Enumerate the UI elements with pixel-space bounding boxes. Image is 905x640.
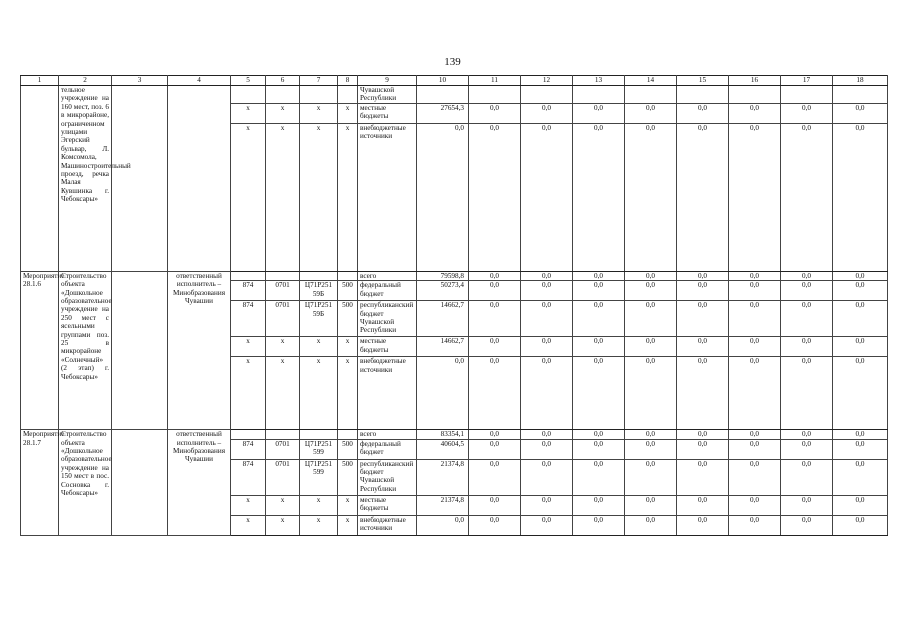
funding-source-cell: местные бюджеты: [358, 495, 417, 515]
year-value-cell: 0,0: [729, 103, 781, 123]
amount-cell: 0,0: [417, 123, 469, 271]
year-value-cell: 0,0: [573, 515, 625, 535]
year-value-cell: 0,0: [625, 357, 677, 430]
year-value-cell: 0,0: [573, 103, 625, 123]
section-cell: 0701: [266, 459, 300, 495]
column-number-5: 5: [231, 76, 266, 86]
section-cell: x: [266, 337, 300, 357]
grbs-cell: x: [231, 357, 266, 430]
year-value-cell: 0,0: [781, 439, 833, 459]
executor-cell: [168, 86, 231, 272]
budget-table: [20, 75, 888, 536]
col3-cell: [112, 86, 168, 272]
year-value-cell: 0,0: [573, 495, 625, 515]
year-value-cell: 0,0: [677, 439, 729, 459]
year-value-cell: 0,0: [781, 281, 833, 301]
column-number-15: 15: [677, 76, 729, 86]
amount-cell: 40604,5: [417, 439, 469, 459]
year-value-cell: 0,0: [521, 271, 573, 280]
year-value-cell: 0,0: [573, 430, 625, 439]
year-value-cell: 0,0: [781, 459, 833, 495]
year-value-cell: 0,0: [729, 430, 781, 439]
year-value-cell: 0,0: [729, 337, 781, 357]
year-value-cell: 0,0: [781, 123, 833, 271]
target-article-cell: x: [300, 337, 338, 357]
section-cell: x: [266, 495, 300, 515]
year-value-cell: 0,0: [677, 459, 729, 495]
object-name-cell: Строительство объекта «Дошкольное образовательное учреждение на 150 мест в пос. Сосновка г. Чебоксары»: [59, 430, 112, 535]
section-cell: [266, 430, 300, 439]
year-value-cell: 0,0: [833, 430, 888, 439]
year-value-cell: 0,0: [677, 271, 729, 280]
year-value-cell: 0,0: [573, 123, 625, 271]
grbs-cell: 874: [231, 281, 266, 301]
year-value-cell: 0,0: [625, 459, 677, 495]
year-value-cell: 0,0: [625, 337, 677, 357]
year-value-cell: 0,0: [833, 123, 888, 271]
section-cell: 0701: [266, 281, 300, 301]
year-value-cell: 0,0: [833, 357, 888, 430]
amount-cell: 27654,3: [417, 103, 469, 123]
year-value-cell: 0,0: [677, 515, 729, 535]
year-value-cell: 0,0: [521, 515, 573, 535]
grbs-cell: [231, 430, 266, 439]
expense-type-cell: x: [338, 495, 358, 515]
year-value-cell: 0,0: [625, 495, 677, 515]
expense-type-cell: x: [338, 337, 358, 357]
amount-cell: 50273,4: [417, 281, 469, 301]
column-number-8: 8: [338, 76, 358, 86]
year-value-cell: 0,0: [781, 495, 833, 515]
table-row: [21, 271, 888, 280]
section-cell: 0701: [266, 439, 300, 459]
year-value-cell: 0,0: [677, 301, 729, 337]
column-number-4: 4: [168, 76, 231, 86]
year-value-cell: 0,0: [625, 123, 677, 271]
expense-type-cell: [338, 86, 358, 104]
grbs-cell: x: [231, 337, 266, 357]
year-value-cell: 0,0: [833, 271, 888, 280]
year-value-cell: 0,0: [833, 337, 888, 357]
page-number: 139: [444, 56, 461, 68]
year-value-cell: 0,0: [677, 281, 729, 301]
year-value-cell: 0,0: [521, 103, 573, 123]
amount-cell: 21374,8: [417, 459, 469, 495]
column-number-9: 9: [358, 76, 417, 86]
year-value-cell: 0,0: [625, 301, 677, 337]
year-value-cell: 0,0: [469, 430, 521, 439]
executor-cell: ответственный исполнитель – Минобразования Чувашии: [168, 430, 231, 535]
grbs-cell: [231, 271, 266, 280]
year-value-cell: 0,0: [781, 103, 833, 123]
year-value-cell: [677, 86, 729, 104]
column-number-13: 13: [573, 76, 625, 86]
section-cell: [266, 271, 300, 280]
grbs-cell: 874: [231, 439, 266, 459]
grbs-cell: x: [231, 123, 266, 271]
grbs-cell: x: [231, 515, 266, 535]
year-value-cell: [729, 86, 781, 104]
target-article-cell: [300, 86, 338, 104]
year-value-cell: 0,0: [469, 337, 521, 357]
funding-source-cell: внебюджетные источники: [358, 123, 417, 271]
year-value-cell: 0,0: [469, 439, 521, 459]
year-value-cell: 0,0: [469, 103, 521, 123]
target-article-cell: x: [300, 123, 338, 271]
year-value-cell: 0,0: [521, 357, 573, 430]
target-article-cell: Ц71Р251 59Б: [300, 301, 338, 337]
grbs-cell: x: [231, 495, 266, 515]
funding-source-cell: республиканский бюджет Чувашской Республики: [358, 301, 417, 337]
year-value-cell: 0,0: [677, 430, 729, 439]
year-value-cell: 0,0: [625, 103, 677, 123]
target-article-cell: Ц71Р251 59Б: [300, 281, 338, 301]
year-value-cell: 0,0: [469, 271, 521, 280]
target-article-cell: x: [300, 515, 338, 535]
year-value-cell: 0,0: [573, 357, 625, 430]
column-number-14: 14: [625, 76, 677, 86]
year-value-cell: 0,0: [625, 281, 677, 301]
expense-type-cell: x: [338, 123, 358, 271]
column-number-6: 6: [266, 76, 300, 86]
year-value-cell: 0,0: [677, 357, 729, 430]
year-value-cell: 0,0: [521, 337, 573, 357]
year-value-cell: 0,0: [833, 281, 888, 301]
grbs-cell: 874: [231, 459, 266, 495]
column-number-1: 1: [21, 76, 59, 86]
year-value-cell: 0,0: [729, 301, 781, 337]
amount-cell: 79598,8: [417, 271, 469, 280]
target-article-cell: Ц71Р251 599: [300, 439, 338, 459]
year-value-cell: 0,0: [729, 271, 781, 280]
expense-type-cell: 500: [338, 301, 358, 337]
year-value-cell: [521, 86, 573, 104]
expense-type-cell: 500: [338, 281, 358, 301]
expense-type-cell: x: [338, 103, 358, 123]
year-value-cell: [469, 86, 521, 104]
year-value-cell: 0,0: [625, 515, 677, 535]
amount-cell: 21374,8: [417, 495, 469, 515]
target-article-cell: [300, 271, 338, 280]
year-value-cell: 0,0: [625, 439, 677, 459]
grbs-cell: [231, 86, 266, 104]
expense-type-cell: 500: [338, 459, 358, 495]
year-value-cell: 0,0: [677, 103, 729, 123]
year-value-cell: [781, 86, 833, 104]
activity-cell: Мероприятие 28.1.7: [21, 430, 59, 535]
executor-cell: ответственный исполнитель – Минобразования Чувашии: [168, 271, 231, 429]
expense-type-cell: 500: [338, 439, 358, 459]
amount-cell: 14662,7: [417, 337, 469, 357]
year-value-cell: 0,0: [625, 430, 677, 439]
year-value-cell: 0,0: [781, 337, 833, 357]
column-number-row: [21, 76, 888, 86]
year-value-cell: 0,0: [781, 357, 833, 430]
object-name-cell: тельное учреждение на 160 мест, поз. 6 в микрорайоне, ограниченном улицами Эгерский бульвар, Л. Комсомола, Машиностроительный проезд, речка Малая Кувшинка г. Чебоксары»: [59, 86, 112, 272]
year-value-cell: 0,0: [781, 271, 833, 280]
year-value-cell: [833, 86, 888, 104]
col3-cell: [112, 430, 168, 535]
year-value-cell: 0,0: [469, 515, 521, 535]
year-value-cell: 0,0: [469, 281, 521, 301]
year-value-cell: 0,0: [729, 459, 781, 495]
year-value-cell: 0,0: [677, 337, 729, 357]
year-value-cell: 0,0: [833, 459, 888, 495]
amount-cell: 0,0: [417, 515, 469, 535]
target-article-cell: x: [300, 495, 338, 515]
year-value-cell: 0,0: [521, 301, 573, 337]
grbs-cell: 874: [231, 301, 266, 337]
year-value-cell: 0,0: [469, 495, 521, 515]
year-value-cell: 0,0: [833, 439, 888, 459]
year-value-cell: 0,0: [625, 271, 677, 280]
col3-cell: [112, 271, 168, 429]
grbs-cell: x: [231, 103, 266, 123]
year-value-cell: 0,0: [573, 281, 625, 301]
year-value-cell: 0,0: [833, 301, 888, 337]
year-value-cell: 0,0: [781, 301, 833, 337]
year-value-cell: 0,0: [573, 337, 625, 357]
year-value-cell: 0,0: [521, 459, 573, 495]
year-value-cell: 0,0: [833, 495, 888, 515]
year-value-cell: 0,0: [729, 123, 781, 271]
column-number-7: 7: [300, 76, 338, 86]
funding-source-cell: федеральный бюджет: [358, 439, 417, 459]
year-value-cell: 0,0: [833, 515, 888, 535]
year-value-cell: 0,0: [521, 430, 573, 439]
column-number-10: 10: [417, 76, 469, 86]
target-article-cell: x: [300, 357, 338, 430]
amount-cell: 14662,7: [417, 301, 469, 337]
year-value-cell: [573, 86, 625, 104]
funding-source-cell: местные бюджеты: [358, 337, 417, 357]
funding-source-cell: Чувашской Республики: [358, 86, 417, 104]
funding-source-cell: внебюджетные источники: [358, 515, 417, 535]
funding-source-cell: внебюджетные источники: [358, 357, 417, 430]
object-name-cell: Строительство объекта «Дошкольное образовательное учреждение на 250 мест с ясельными группами поз. 25 в микрорайоне «Солнечный» (2 этап) г. Чебоксары»: [59, 271, 112, 429]
year-value-cell: 0,0: [469, 459, 521, 495]
year-value-cell: 0,0: [729, 515, 781, 535]
target-article-cell: Ц71Р251 599: [300, 459, 338, 495]
column-number-2: 2: [59, 76, 112, 86]
year-value-cell: 0,0: [573, 459, 625, 495]
target-article-cell: x: [300, 103, 338, 123]
year-value-cell: 0,0: [469, 301, 521, 337]
year-value-cell: 0,0: [573, 439, 625, 459]
amount-cell: 83354,1: [417, 430, 469, 439]
column-number-11: 11: [469, 76, 521, 86]
funding-source-cell: всего: [358, 271, 417, 280]
funding-source-cell: федеральный бюджет: [358, 281, 417, 301]
section-cell: x: [266, 103, 300, 123]
year-value-cell: 0,0: [729, 357, 781, 430]
activity-cell: [21, 86, 59, 272]
year-value-cell: 0,0: [729, 281, 781, 301]
year-value-cell: 0,0: [469, 123, 521, 271]
year-value-cell: 0,0: [729, 439, 781, 459]
section-cell: x: [266, 515, 300, 535]
year-value-cell: 0,0: [677, 495, 729, 515]
section-cell: x: [266, 357, 300, 430]
year-value-cell: 0,0: [677, 123, 729, 271]
expense-type-cell: x: [338, 515, 358, 535]
target-article-cell: [300, 430, 338, 439]
year-value-cell: [625, 86, 677, 104]
year-value-cell: 0,0: [521, 439, 573, 459]
column-number-18: 18: [833, 76, 888, 86]
column-number-17: 17: [781, 76, 833, 86]
column-number-12: 12: [521, 76, 573, 86]
table-row: [21, 430, 888, 439]
year-value-cell: 0,0: [521, 495, 573, 515]
funding-source-cell: всего: [358, 430, 417, 439]
year-value-cell: 0,0: [833, 103, 888, 123]
year-value-cell: 0,0: [729, 495, 781, 515]
year-value-cell: 0,0: [781, 515, 833, 535]
section-cell: x: [266, 123, 300, 271]
year-value-cell: 0,0: [521, 123, 573, 271]
expense-type-cell: [338, 430, 358, 439]
amount-cell: [417, 86, 469, 104]
year-value-cell: 0,0: [573, 271, 625, 280]
funding-source-cell: республиканский бюджет Чувашской Республики: [358, 459, 417, 495]
section-cell: 0701: [266, 301, 300, 337]
section-cell: [266, 86, 300, 104]
expense-type-cell: [338, 271, 358, 280]
amount-cell: 0,0: [417, 357, 469, 430]
funding-source-cell: местные бюджеты: [358, 103, 417, 123]
column-number-3: 3: [112, 76, 168, 86]
year-value-cell: 0,0: [781, 430, 833, 439]
table-row: [21, 86, 888, 104]
year-value-cell: 0,0: [469, 357, 521, 430]
expense-type-cell: x: [338, 357, 358, 430]
column-number-16: 16: [729, 76, 781, 86]
year-value-cell: 0,0: [573, 301, 625, 337]
year-value-cell: 0,0: [521, 281, 573, 301]
activity-cell: Мероприятие 28.1.6: [21, 271, 59, 429]
